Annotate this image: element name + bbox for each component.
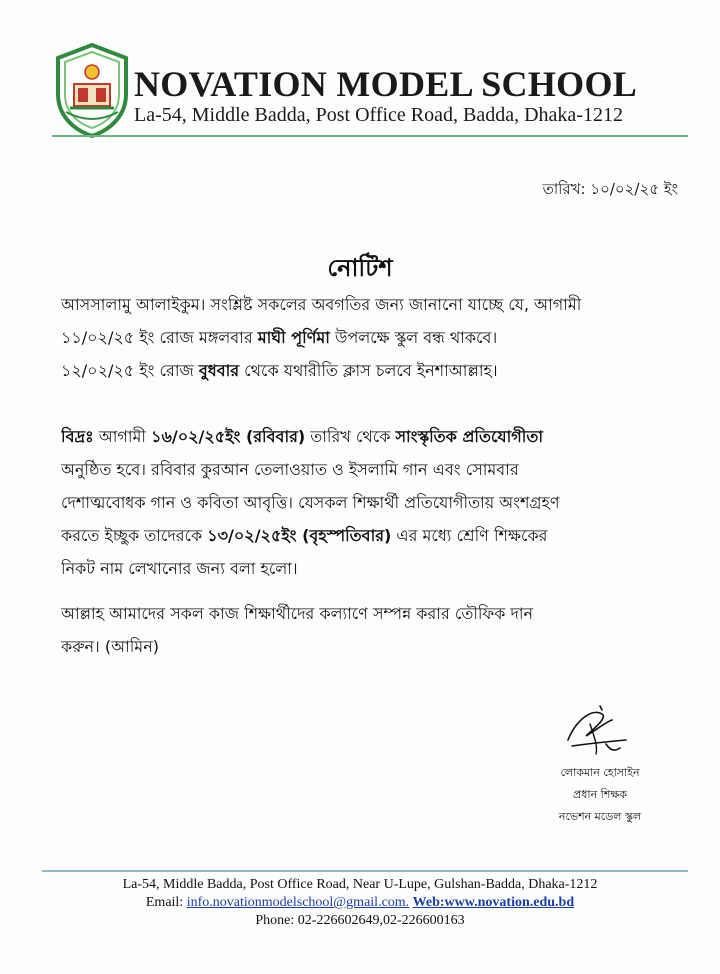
paragraph-line: আল্লাহ আমাদের সকল কাজ শিক্ষার্থীদের কল্যাণে সম্পন্ন করার তৌফিক দান [61,604,534,623]
school-address: La-54, Middle Badda, Post Office Road, Badda, Dhaka-1212 [134,104,623,126]
paragraph-line: অনুষ্ঠিত হবে। রবিবার কুরআন তেলাওয়াত ও ইসলামি গান এবং সোমবার [61,460,519,479]
notice-date: তারিখ: ১০/০২/২৫ ইং [542,180,678,198]
school-name: NOVATION MODEL SCHOOL [134,64,638,104]
notice-title: নোটিশ [327,254,393,282]
paragraph-line: ১১/০২/২৫ ইং রোজ মঙ্গলবার মাঘী পূর্ণিমা উপলক্ষে স্কুল বন্ধ থাকবে। [61,328,498,347]
paragraph-line: নিকট নাম লেখানোর জন্য বলা হলো। [61,559,298,578]
footer-phone: Phone: 02-226602649,02-226600163 [255,913,465,928]
paragraph-line: আসসালামু আলাইকুম। সংশ্লিষ্ট সকলের অবগতির জন্য জানানো যাচ্ছে যে, আগামী [61,295,582,314]
footer-email-link[interactable]: info.novationmodelschool@gmail.com. [186,895,410,910]
school-crest-logo-icon [52,42,132,138]
paragraph-line: দেশাত্মবোধক গান ও কবিতা আবৃত্তি। যেসকল শিক্ষার্থী প্রতিযোগীতায় অংশগ্রহণ [61,493,560,512]
signatory-school: নভেশন মডেল স্কুল [558,810,642,823]
notice-paragraph-1 [61,288,681,387]
signatory-title: প্রধান শিক্ষক [573,788,627,801]
footer-contact: Email: info.novationmodelschool@gmail.com. Web:www.novation.edu.bd [145,895,575,910]
paragraph-line: ১২/০২/২৫ ইং রোজ বুধবার থেকে যথারীতি ক্লাস চলবে ইনশাআল্লাহ। [61,361,498,380]
paragraph-line: করুন। (আমিন) [61,637,159,656]
footer-address: La-54, Middle Badda, Post Office Road, Near U-Lupe, Gulshan-Badda, Dhaka-1212 [122,877,598,892]
signatory-name: লোকমান হোসাইন [560,766,640,779]
competition-start-date: ১৬/০২/২৫ইং (রবিবার) [151,427,306,446]
footer-web-link[interactable]: Web:www.novation.edu.bd [412,895,575,910]
signature-block [520,762,680,828]
handwritten-signature-icon [562,700,632,760]
paragraph-line: করতে ইচ্ছুক তাদেরকে ১৩/০২/২৫ইং (বৃহস্পতিবার) এর মধ্যে শ্রেণি শিক্ষকের [61,526,548,545]
holiday-name: মাঘী পূর্ণিমা [257,328,330,347]
paragraph-line: বিদ্রঃ আগামী ১৬/০২/২৫ইং (রবিবার) তারিখ থেকে সাংস্কৃতিক প্রতিযোগীতা [61,427,543,446]
footer [42,876,678,930]
notice-paragraph-2 [61,420,681,585]
footer-divider [42,870,688,872]
reopen-day: বুধবার [198,361,240,380]
header-divider [52,135,688,137]
registration-deadline: ১৩/০২/২৫ইং (বৃহস্পতিবার) [207,526,392,545]
notice-paragraph-3 [61,597,681,663]
competition-name: সাংস্কৃতিক প্রতিযোগীতা [395,427,543,446]
